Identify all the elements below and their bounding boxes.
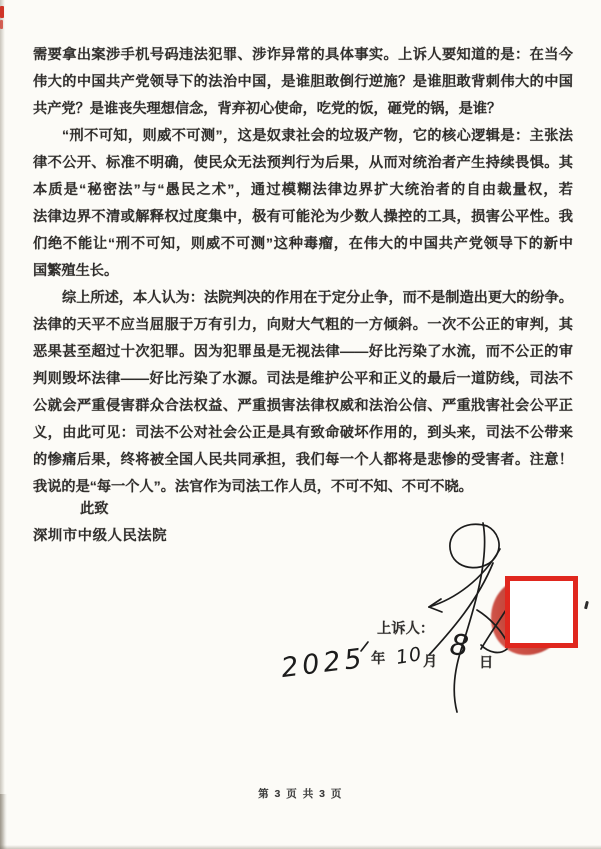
body-text-line: 公就会严重侵害群众合法权益、严重损害法律权威和法治公信、严重戕害社会公平正: [33, 398, 573, 414]
handwritten-year: 2025: [279, 642, 368, 685]
addressee-court-name: 深圳市中级人民法院: [33, 528, 168, 544]
page-number-indicator: 第 3 页 共 3 页: [258, 788, 343, 800]
body-text-line: 法律边界不清或解释权过度集中，极有可能沦为少数人操控的工具，损害公平性。我: [33, 209, 573, 225]
body-text-line: 判则毁坏法律——好比污染了水源。司法是维护公平和正义的最后一道防线，司法不: [33, 371, 573, 387]
signature-stroke: [450, 524, 499, 567]
body-text-line: “刑不可知，则威不可测”，这是奴隶社会的垃圾产物，它的核心逻辑是：主张法: [62, 128, 573, 144]
day-character: 日: [479, 655, 494, 671]
ink-speck: [584, 601, 589, 609]
closing-salutation: 此致: [80, 501, 109, 517]
body-text-line: 本质是“秘密法”与“愚民之术”，通过模糊法律边界扩大统治者的自由裁量权，若: [33, 182, 573, 198]
body-text-line: 国繁殖生长。: [33, 263, 119, 279]
body-text-line: 们绝不能让“刑不可知，则威不可测”这种毒瘤，在伟大的中国共产党领导下的新中: [33, 236, 573, 252]
body-text-line: 恶果甚至超过十次犯罪。因为犯罪虽是无视法律——好比污染了水流，而不公正的审: [33, 344, 573, 360]
body-text-line: 伟大的中国共产党领导下的法治中国，是谁胆敢倒行逆施？是谁胆敢背刺伟大的中国: [33, 74, 573, 90]
body-text-line: 义，由此可见：司法不公对社会公正是具有致命破坏作用的，到头来，司法不公带来: [33, 425, 573, 441]
document-body: [33, 42, 573, 501]
body-text-line: 需要拿出案涉手机号码违法犯罪、涉诈异常的具体事实。上诉人要知道的是：在当今: [33, 47, 573, 63]
redaction-box: [505, 576, 578, 648]
handwritten-day: 8: [447, 627, 471, 663]
signature-stroke: [454, 523, 484, 712]
body-text-line: 我说的是“每一个人”。法官作为司法工作人员，不可不知、不可不晓。: [33, 479, 473, 495]
body-text-line: 律不公开、标准不明确，使民众无法预判行为后果，从而对统治者产生持续畏惧。其: [33, 155, 573, 171]
appellant-label: 上诉人：: [377, 621, 435, 637]
signature-arrowhead: [429, 607, 442, 612]
month-character: 月: [423, 654, 438, 670]
signature-stroke: [429, 549, 500, 607]
body-text-line: 的惨痛后果，终将被全国人民共同承担，我们每一个人都将是悲惨的受害者。注意！: [33, 452, 573, 468]
scan-edge-shadow-corner: [0, 794, 7, 849]
year-character: 年: [371, 651, 386, 667]
body-text-line: 共产党？是谁丧失理想信念，背弃初心使命，吃党的饭，砸党的锅，是谁？: [33, 101, 502, 117]
scan-edge-shadow-bottom: [0, 845, 601, 849]
red-margin-mark: [0, 20, 3, 29]
handwritten-month: 10: [394, 643, 424, 669]
body-text-line: 综上所述，本人认为：法院判决的作用在于定分止争，而不是制造出更大的纷争。: [62, 290, 573, 306]
scan-edge-shadow-left: [0, 0, 5, 849]
signature-arrowhead: [429, 599, 441, 607]
body-text-line: 法律的天平不应当屈服于万有引力，向财大气粗的一方倾斜。一次不公正的审判，其: [33, 317, 573, 333]
red-margin-mark: [0, 6, 4, 18]
